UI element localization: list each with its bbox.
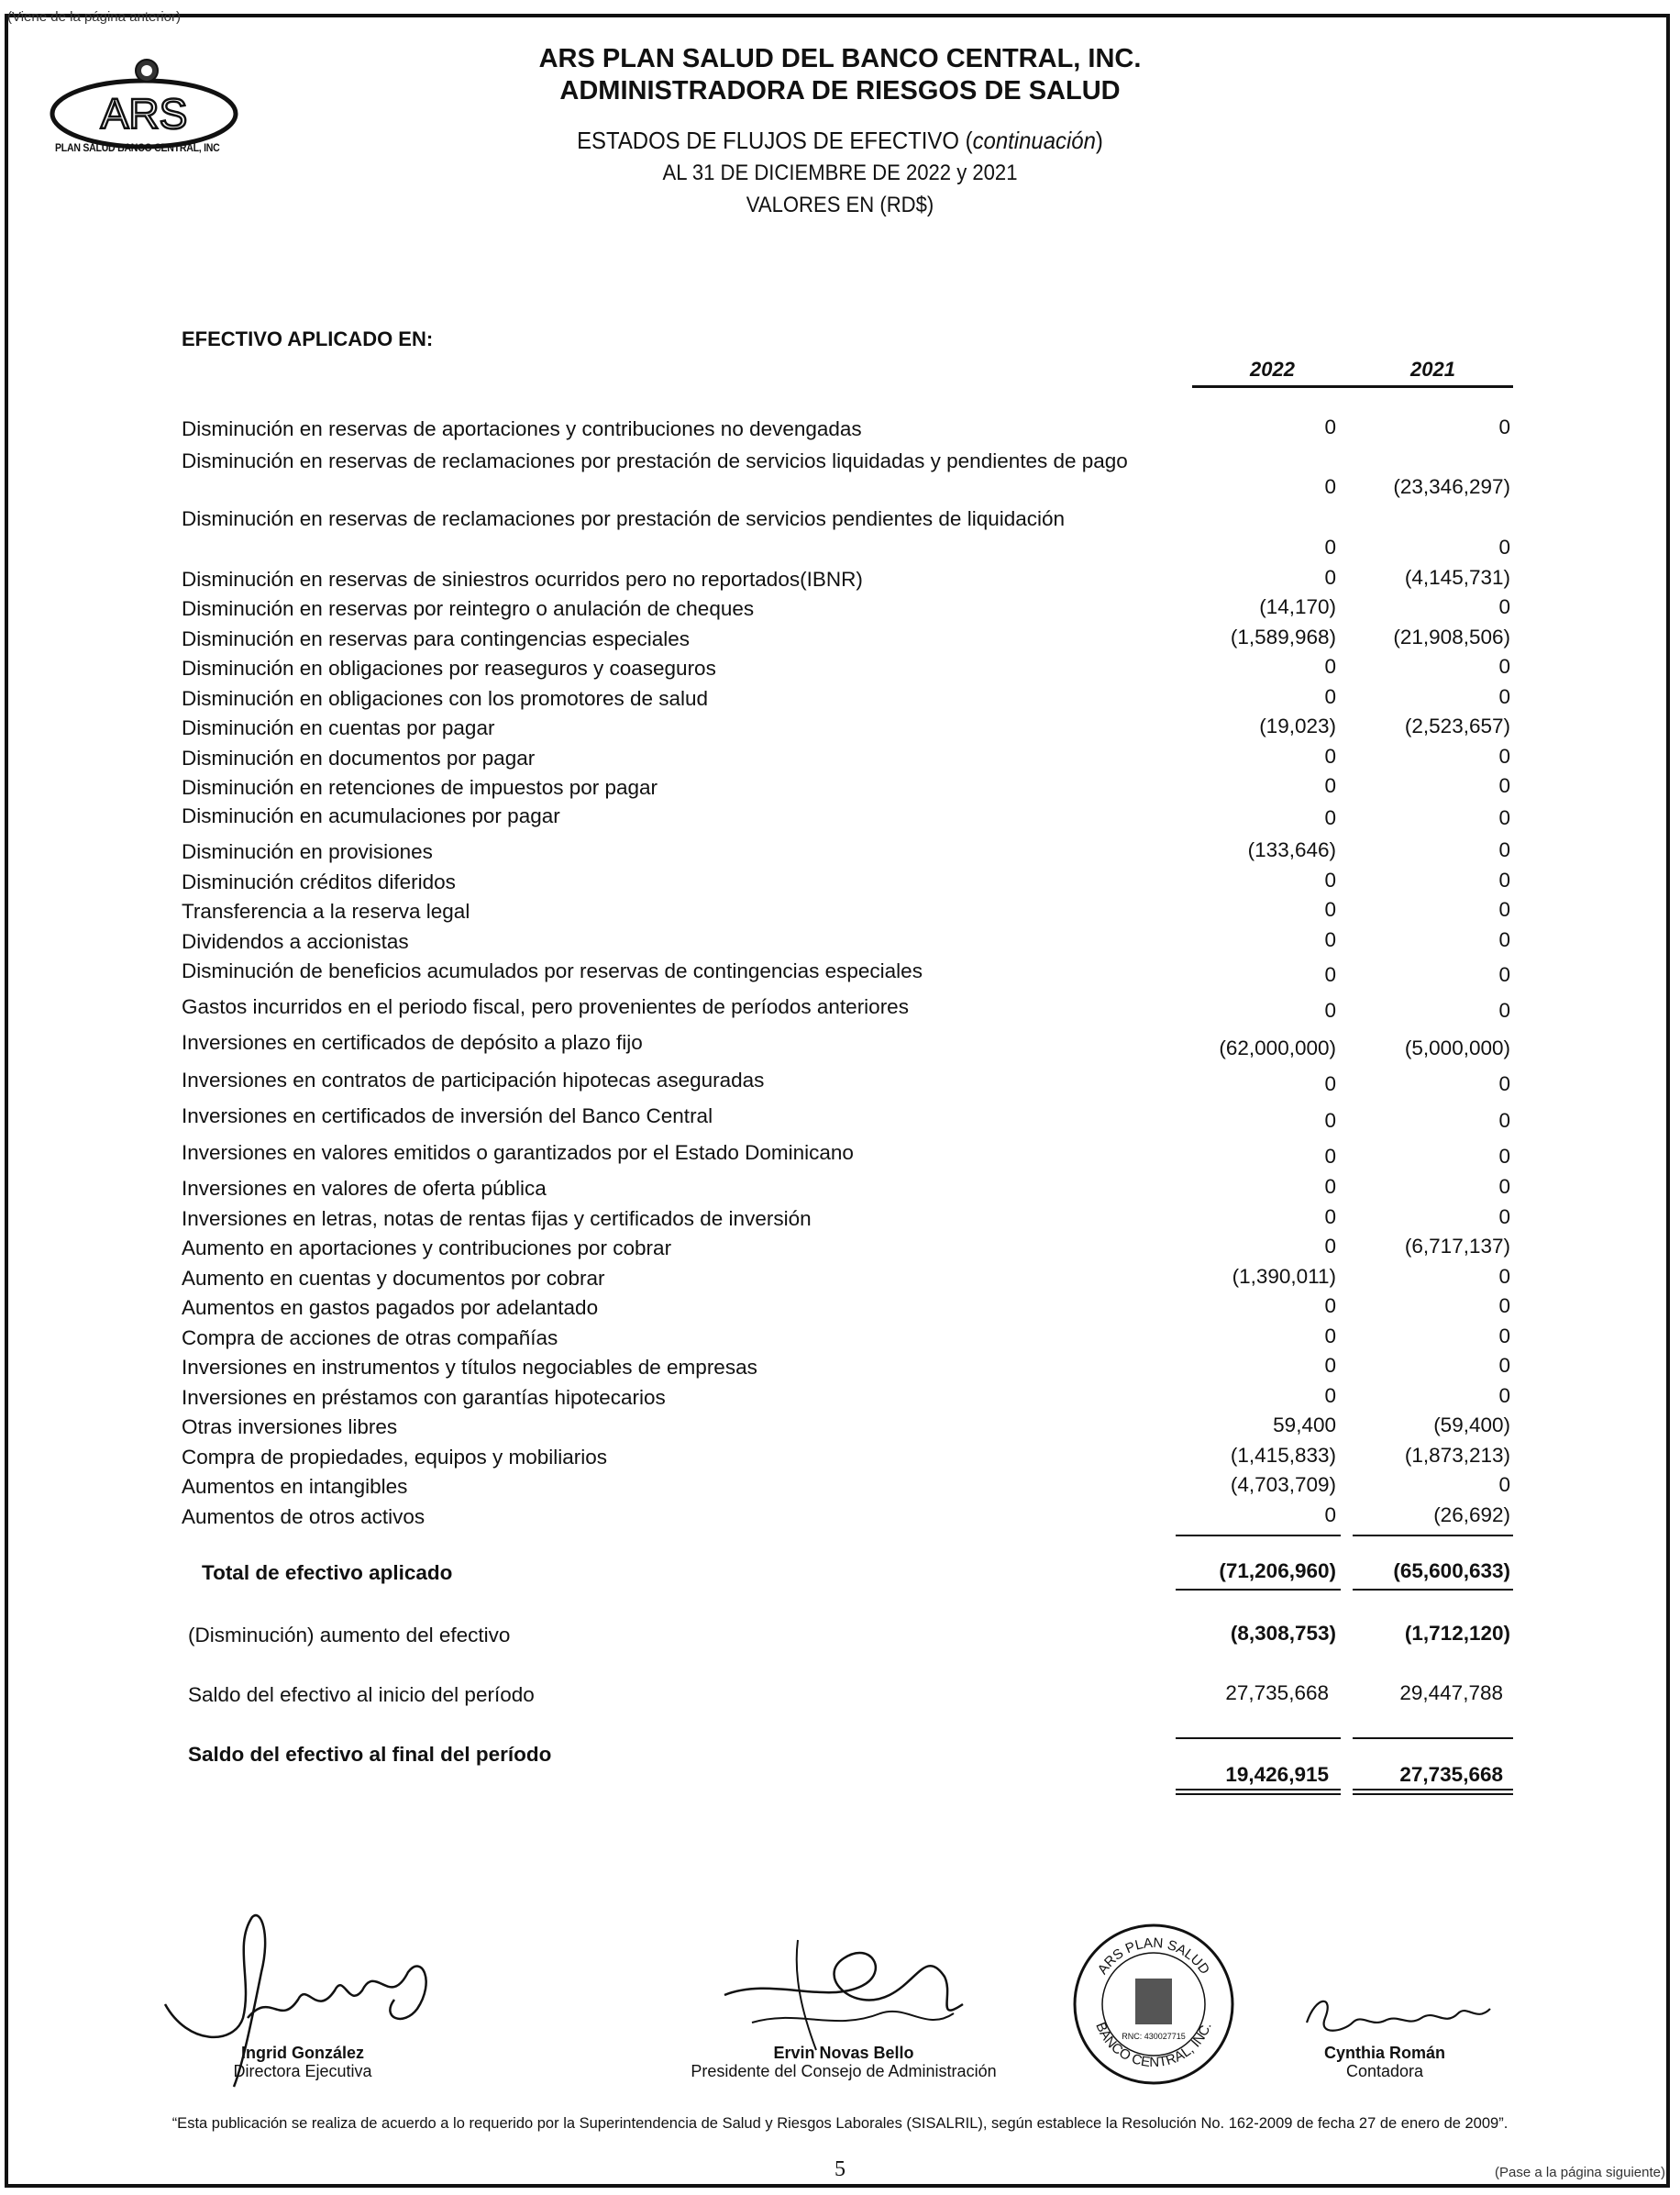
closing-double-rule-2022-b xyxy=(1176,1793,1341,1795)
table-row: Disminución en reservas de siniestros ocurridos pero no reportados(IBNR) 0 (4,145,731) xyxy=(182,566,1510,591)
svg-text:ARS PLAN SALUD: ARS PLAN SALUD xyxy=(1094,1934,1213,1978)
closing-top-rule-2021 xyxy=(1353,1737,1513,1739)
signature-block-president xyxy=(660,2044,1027,2080)
table-row: Disminución en obligaciones por reaseguros y coaseguros 0 0 xyxy=(182,655,1510,680)
table-row: Disminución en reservas de aportaciones y contribuciones no devengadas 0 0 xyxy=(182,416,1510,440)
signer-name: Ervin Novas Bello xyxy=(773,2044,914,2062)
signature-ervin-novas xyxy=(715,1922,990,2059)
statement-title: ESTADOS DE FLUJOS DE EFECTIVO (continuación) xyxy=(577,127,1103,154)
table-row: Compra de propiedades, equipos y mobiliarios (1,415,833) (1,873,213) xyxy=(182,1444,1510,1469)
signer-title: Directora Ejecutiva xyxy=(233,2062,372,2080)
svg-text:RNC: 430027715: RNC: 430027715 xyxy=(1122,2032,1186,2041)
table-row: Aumento en cuentas y documentos por cobrar (1,390,011) 0 xyxy=(182,1265,1510,1290)
closing-top-rule-2022 xyxy=(1176,1737,1341,1739)
column-header-2021: 2021 xyxy=(1353,358,1513,388)
closing-balance-label-row: Saldo del efectivo al final del período xyxy=(188,1743,552,1766)
statement-date: AL 31 DE DICIEMBRE DE 2022 y 2021 xyxy=(662,161,1018,185)
table-row: Disminución en acumulaciones por pagar 0 0 xyxy=(182,804,1510,829)
table-row: Disminución en obligaciones con los promotores de salud 0 0 xyxy=(182,685,1510,710)
signer-title: Presidente del Consejo de Administración xyxy=(691,2062,997,2080)
total-rule-2022 xyxy=(1176,1535,1341,1536)
signature-block-director xyxy=(183,2044,422,2080)
table-row: Inversiones en préstamos con garantías hipotecarios 0 0 xyxy=(182,1384,1510,1409)
company-subtitle: ADMINISTRADORA DE RIESGOS DE SALUD xyxy=(559,76,1121,105)
signer-name: Ingrid González xyxy=(240,2044,364,2062)
table-row: Disminución en reservas de reclamaciones por prestación de servicios liquidadas y pendientes de pago 0 (23,346,297) xyxy=(182,449,1510,498)
net-change-row: (Disminución) aumento del efectivo (8,308,753) (1,712,120) xyxy=(188,1622,1510,1646)
table-row: Disminución en reservas de reclamaciones por prestación de servicios pendientes de liquidación 0 0 xyxy=(182,507,1510,559)
table-row: Disminución en reservas por reintegro o anulación de cheques (14,170) 0 xyxy=(182,595,1510,620)
table-row: Inversiones en instrumentos y títulos negociables de empresas 0 0 xyxy=(182,1354,1510,1379)
table-row: Dividendos a accionistas 0 0 xyxy=(182,928,1510,953)
table-row: Disminución en cuentas por pagar (19,023) (2,523,657) xyxy=(182,715,1510,739)
table-row: Aumentos en intangibles (4,703,709) 0 xyxy=(182,1473,1510,1498)
total-applied-underline-2022 xyxy=(1176,1589,1341,1591)
statement-currency: VALORES EN (RD$) xyxy=(746,193,934,217)
closing-double-rule-2021-a xyxy=(1353,1789,1513,1790)
signature-cynthia-roman xyxy=(1298,1986,1499,2050)
table-row: Transferencia a la reserva legal 0 0 xyxy=(182,898,1510,923)
svg-text:BANCO CENTRAL, INC.: BANCO CENTRAL, INC. xyxy=(1092,2020,1215,2071)
table-row: Aumentos en gastos pagados por adelantado 0 0 xyxy=(182,1294,1510,1319)
continued-to-note: (Pase a la página siguiente) xyxy=(1495,2165,1665,2180)
section-title: EFECTIVO APLICADO EN: xyxy=(182,327,434,350)
total-rule-2021 xyxy=(1353,1535,1513,1536)
opening-balance-row: Saldo del efectivo al inicio del período 27,735,668 29,447,788 xyxy=(188,1681,1503,1706)
table-row: Aumento en aportaciones y contribuciones por cobrar 0 (6,717,137) xyxy=(182,1235,1510,1259)
continued-from-note: (Viene de la página anterior) xyxy=(7,9,182,25)
table-row: Aumentos de otros activos 0 (26,692) xyxy=(182,1503,1510,1528)
logo-tagline: PLAN SALUD BANCO CENTRAL, INC xyxy=(55,141,220,154)
table-row: Disminución créditos diferidos 0 0 xyxy=(182,869,1510,893)
table-row: Inversiones en certificados de inversión del Banco Central 0 0 xyxy=(182,1104,1510,1132)
table-row: Inversiones en contratos de participación hipotecas aseguradas 0 0 xyxy=(182,1069,1510,1095)
total-applied-underline-2021 xyxy=(1353,1589,1513,1591)
svg-text:ARS: ARS xyxy=(100,90,188,138)
closing-double-rule-2021-b xyxy=(1353,1793,1513,1795)
footnote: “Esta publicación se realiza de acuerdo a lo requerido por la Superintendencia de Salud y Riesgos Laborales (SISALRIL), según establece la Resolución No. 162-2009 de fecha 27 de enero de 2009”. xyxy=(171,2115,1509,2132)
closing-double-rule-2022-a xyxy=(1176,1789,1341,1790)
closing-balance-row: 19,426,915 27,735,668 xyxy=(1225,1763,1503,1786)
total-applied-row: Total de efectivo aplicado (71,206,960) (65,600,633) xyxy=(202,1559,1510,1584)
page-number: 5 xyxy=(834,2157,846,2181)
table-row: Disminución en reservas para contingencias especiales (1,589,968) (21,908,506) xyxy=(182,626,1510,650)
signer-title: Contadora xyxy=(1345,2062,1424,2080)
column-header-2022: 2022 xyxy=(1192,358,1353,388)
table-row: Disminución en documentos por pagar 0 0 xyxy=(182,745,1510,770)
company-name: ARS PLAN SALUD DEL BANCO CENTRAL, INC. xyxy=(538,44,1142,73)
table-row: Disminución en retenciones de impuestos por pagar 0 0 xyxy=(182,774,1510,799)
table-row: Disminución en provisiones (133,646) 0 xyxy=(182,838,1510,863)
signature-block-accountant xyxy=(1284,2044,1486,2080)
table-row: Inversiones en valores de oferta pública 0 0 xyxy=(182,1175,1510,1200)
table-row: Inversiones en letras, notas de rentas fijas y certificados de inversión 0 0 xyxy=(182,1205,1510,1230)
table-row: Inversiones en valores emitidos o garantizados por el Estado Dominicano 0 0 xyxy=(182,1141,1510,1168)
table-row: Gastos incurridos en el periodo fiscal, pero provenientes de períodos anteriores 0 0 xyxy=(182,995,1510,1022)
table-row: Otras inversiones libres 59,400 (59,400) xyxy=(182,1413,1510,1438)
table-row: Inversiones en certificados de depósito a plazo fijo (62,000,000) (5,000,000) xyxy=(182,1031,1510,1059)
table-row: Disminución de beneficios acumulados por reservas de contingencias especiales 0 0 xyxy=(182,959,1510,986)
signer-name: Cynthia Román xyxy=(1323,2044,1445,2062)
company-seal xyxy=(1071,1922,1236,2087)
table-row: Compra de acciones de otras compañías 0 0 xyxy=(182,1325,1510,1349)
